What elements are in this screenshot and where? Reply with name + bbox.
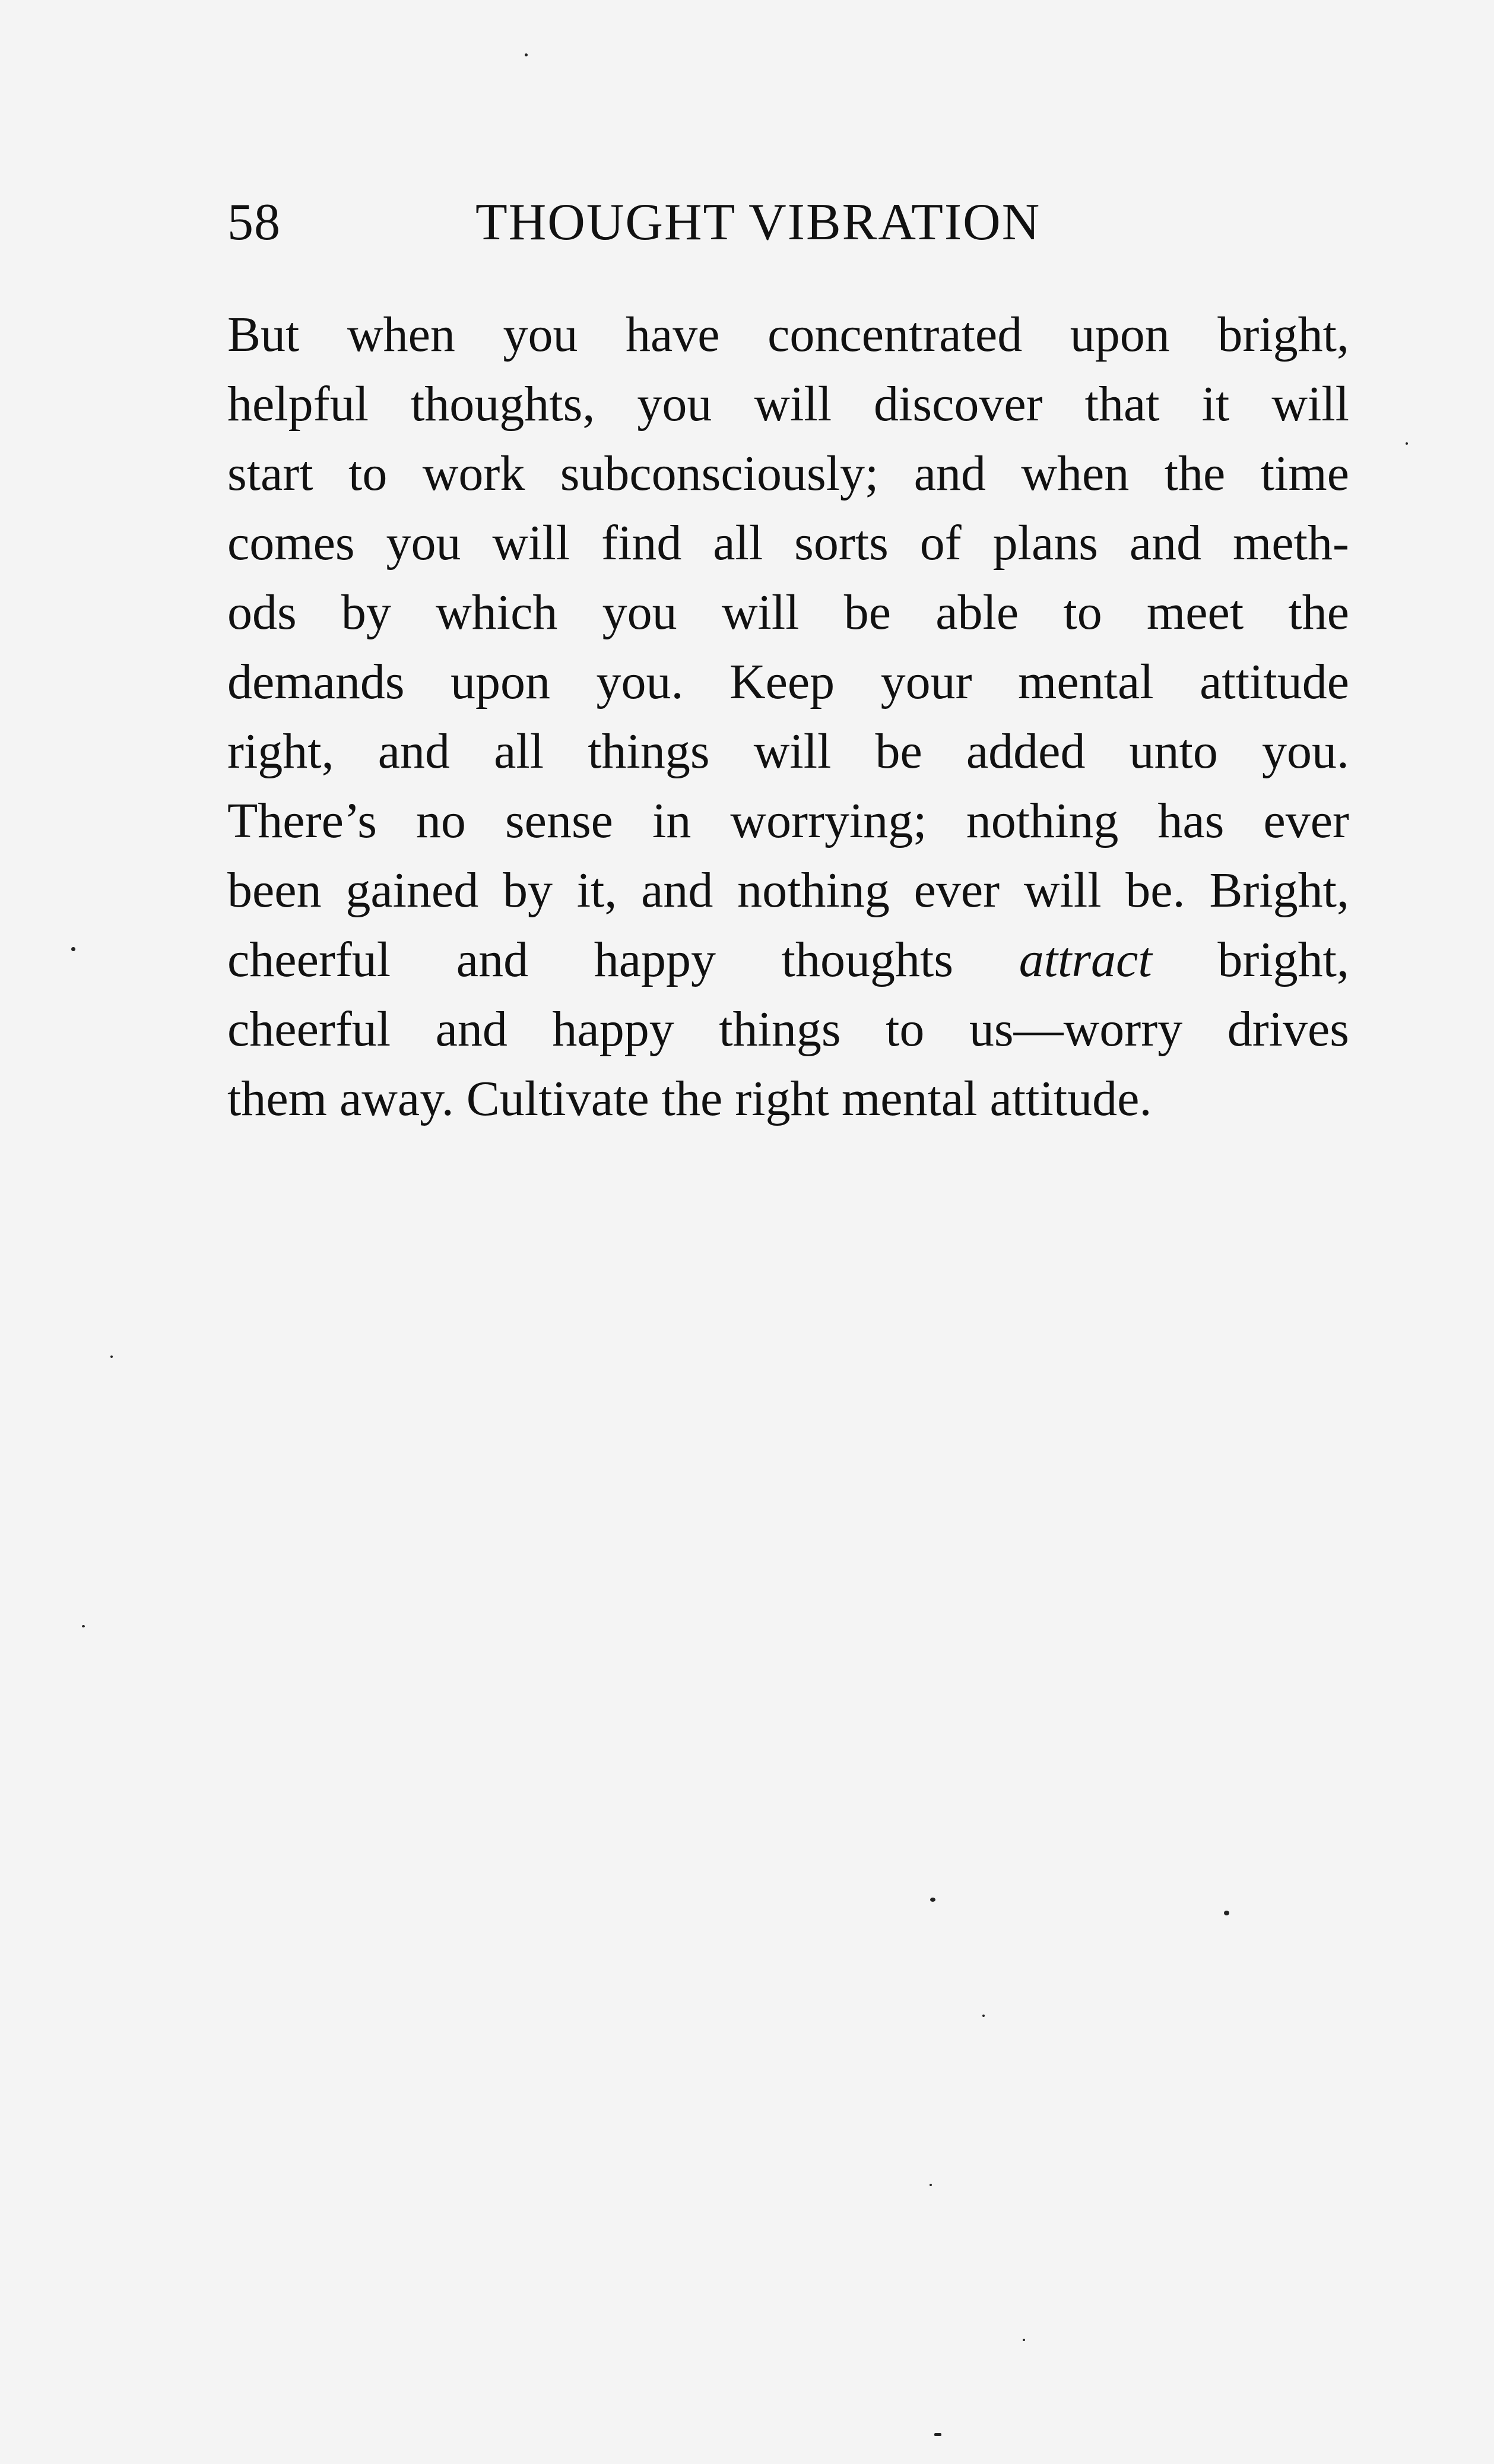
scan-speck <box>1224 1911 1229 1915</box>
page-number: 58 <box>227 194 281 251</box>
scan-speck <box>930 1898 935 1902</box>
text-line: helpful thoughts, you will discover that it will <box>227 376 1349 432</box>
text-line: right, and all things will be added unto you. <box>227 724 1349 779</box>
scan-speck <box>82 1625 85 1627</box>
body-text <box>227 300 1349 1133</box>
scan-speck <box>71 947 75 951</box>
text-line-with-emphasis <box>227 925 1349 995</box>
running-head: THOUGHT VIBRATION <box>475 194 1041 251</box>
scan-speck <box>930 2184 932 2186</box>
scan-speck <box>1406 442 1408 445</box>
text-line-last: them away. Cultivate the right mental attitude. <box>227 1071 1152 1126</box>
text-line: But when you have concentrated upon bright, <box>227 307 1349 362</box>
italic-emphasis: attract <box>1019 932 1152 987</box>
scan-speck <box>110 1355 113 1358</box>
text-line: There’s no sense in worrying; nothing has ever <box>227 793 1349 848</box>
scan-speck <box>934 2433 941 2436</box>
page-header <box>227 187 1355 258</box>
text-line: demands upon you. Keep your mental attitude <box>227 654 1349 710</box>
scan-speck <box>982 2015 985 2017</box>
text-line: ods by which you will be able to meet the <box>227 585 1349 640</box>
scan-speck <box>525 53 528 56</box>
text-segment: bright, <box>1217 932 1349 987</box>
text-line: been gained by it, and nothing ever will be. Bright, <box>227 863 1349 918</box>
text-line: cheerful and happy things to us—worry drives <box>227 1002 1349 1057</box>
text-line: comes you will find all sorts of plans and meth- <box>227 515 1349 571</box>
text-line: start to work subconsciously; and when the time <box>227 446 1349 501</box>
text-segment: cheerful and happy thoughts <box>227 932 954 987</box>
scan-speck <box>1023 2339 1025 2341</box>
